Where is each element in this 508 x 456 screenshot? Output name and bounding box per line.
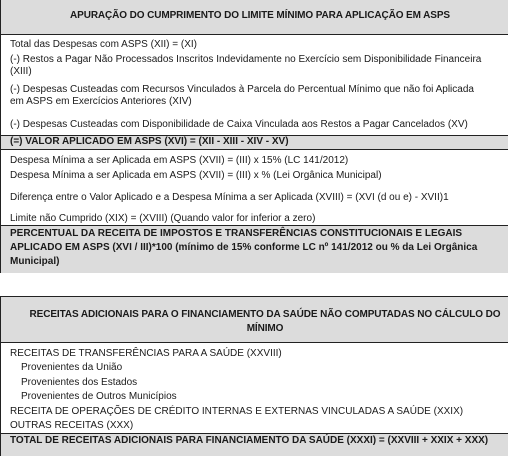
table-header-text: APURAÇÃO DO CUMPRIMENTO DO LIMITE MÍNIMO PARA APLICAÇÃO EM ASPS: [70, 10, 450, 21]
row-operacoes-credito: RECEITA DE OPERAÇÕES DE CRÉDITO INTERNAS E EXTERNAS VINCULADAS A SAÚDE (XXIX): [10, 406, 464, 417]
row-despesa-minima-lc: Despesa Mínima a ser Aplicada em ASPS (XVII) = (III) x 15% (LC 141/2012): [10, 155, 349, 166]
row-receitas-transferencias: RECEITAS DE TRANSFERÊNCIAS PARA A SAÚDE (XXVIII): [10, 348, 282, 359]
row-despesas-vinculadas: (-) Despesas Custeadas com Recursos Vinculados à Parcela do Percentual Mínimo que não foi Aplicada: [10, 84, 474, 95]
row-percentual-line1: PERCENTUAL DA RECEITA DE IMPOSTOS E TRANSFERÊNCIAS CONSTITUCIONAIS E LEGAIS: [10, 228, 463, 239]
table-header: [1, 0, 508, 35]
row-total-receitas-adicionais: [1, 434, 508, 456]
row-despesas-vinculadas-cont: em ASPS em Exercícios Anteriores (XIV): [10, 96, 192, 107]
row-restos-a-pagar-cont: (XIII): [10, 66, 32, 77]
row-outras-receitas: OUTRAS RECEITAS (XXX): [10, 420, 134, 431]
row-percentual-line2: APLICADO EM ASPS (XVI / III)*100 (mínimo de 15% conforme LC nº 141/2012 ou % da Lei Orgânica: [10, 242, 478, 253]
row-total-receitas-text: TOTAL DE RECEITAS ADICIONAIS PARA FINANCIAMENTO DA SAÚDE (XXXI) = (XXVIII + XXIX + XXX): [10, 435, 489, 446]
table-receitas-adicionais: [0, 296, 508, 456]
row-provenientes-estados: Provenientes dos Estados: [21, 377, 138, 388]
row-valor-aplicado: [1, 136, 508, 149]
row-provenientes-uniao: Provenientes da União: [21, 362, 123, 373]
row-diferenca: Diferença entre o Valor Aplicado e a Despesa Mínima a ser Aplicada (XVIII) = (XVI (d ou e) - XVII)1: [10, 192, 449, 203]
table-header: [1, 297, 508, 343]
row-valor-aplicado-text: (=) VALOR APLICADO EM ASPS (XVI) = (XII - XIII - XIV - XV): [10, 136, 289, 147]
row-limite-nao-cumprido: Limite não Cumprido (XIX) = (XVIII) (Quando valor for inferior a zero): [10, 213, 316, 224]
row-percentual-line3: Municipal): [10, 256, 60, 267]
row-restos-a-pagar: (-) Restos a Pagar Não Processados Inscritos Indevidamente no Exercício sem Disponibilidade Financeira: [10, 54, 482, 65]
row-despesa-minima-lei: Despesa Mínima a ser Aplicada em ASPS (XVII) = (III) x % (Lei Orgânica Municipal): [10, 170, 382, 181]
row-provenientes-municipios: Provenientes de Outros Municípios: [21, 391, 177, 402]
row-percentual: [1, 226, 508, 273]
row-disponibilidade-caixa: (-) Despesas Custeadas com Disponibilidade de Caixa Vinculada aos Restos a Pagar Cancelados (XV): [10, 119, 468, 130]
row-total-despesas: Total das Despesas com ASPS (XII) = (XI): [10, 39, 198, 50]
table-header-text: RECEITAS ADICIONAIS PARA O FINANCIAMENTO DA SAÚDE NÃO COMPUTADAS NO CÁLCULO DO MÍNIMO: [29, 309, 501, 334]
